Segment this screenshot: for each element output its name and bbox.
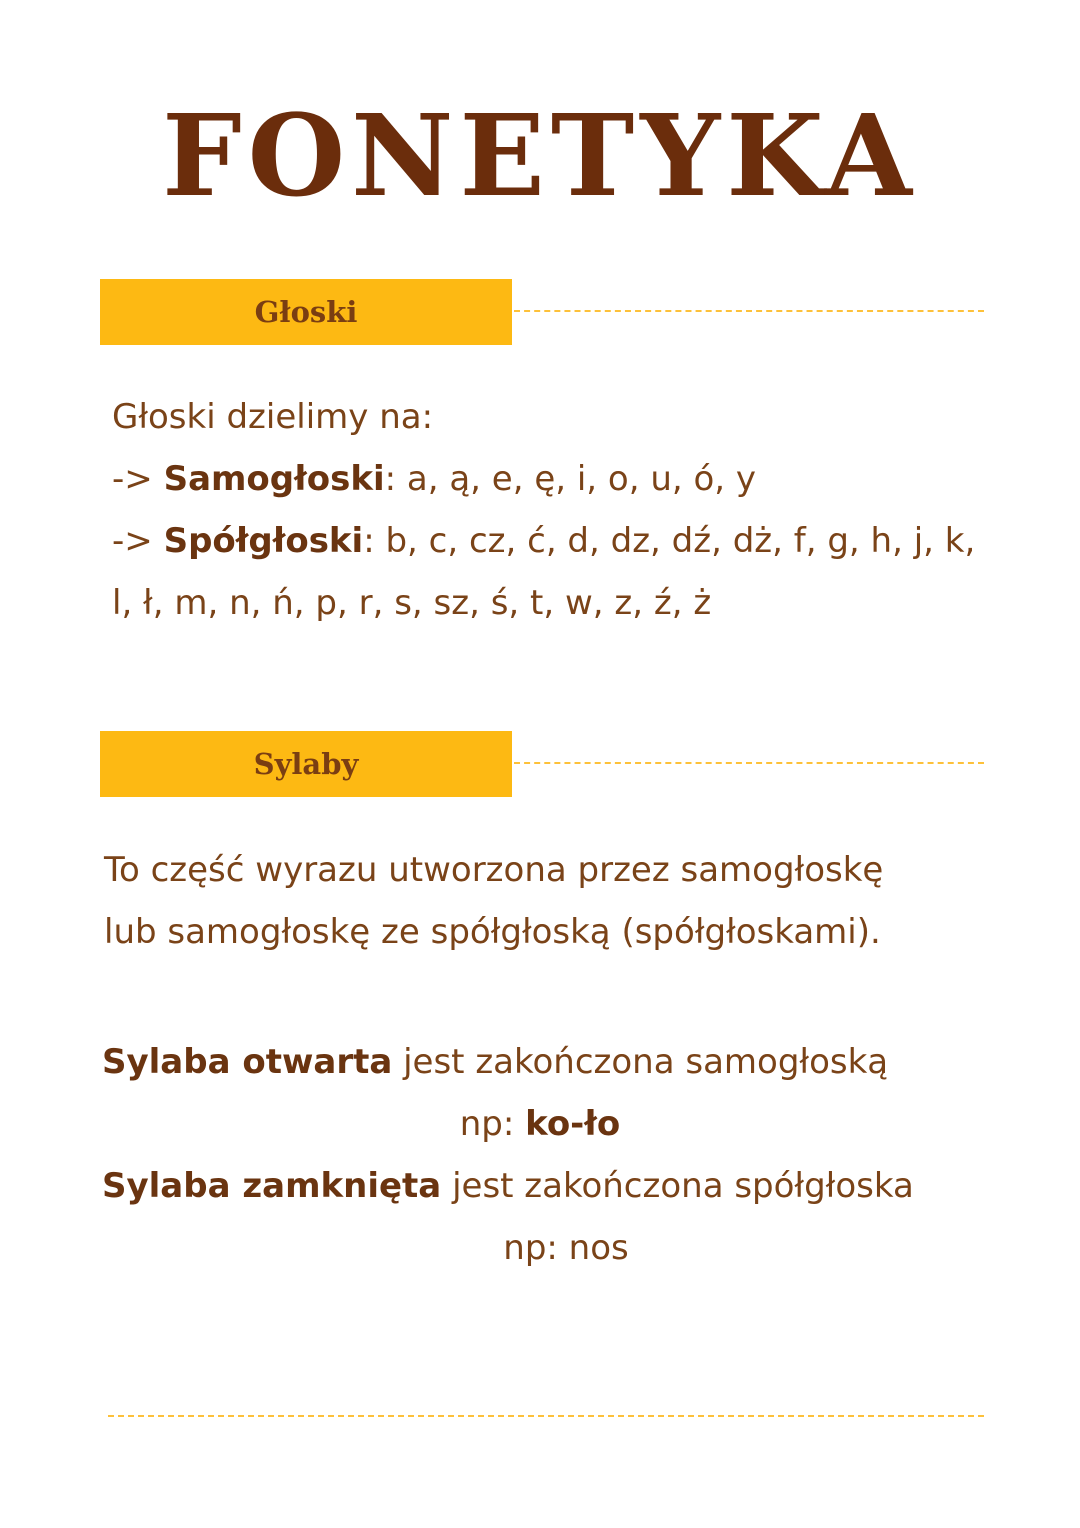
closed-syllable-label: Sylaba zamknięta [102, 1166, 442, 1206]
page-title: FONETYKA [162, 91, 918, 222]
bottom-divider [108, 1415, 984, 1417]
closed-syllable-example: np: nos [503, 1228, 629, 1268]
open-syllable-label: Sylaba otwarta [102, 1042, 393, 1082]
closed-syllable-text: jest zakończona spółgłoska [441, 1166, 914, 1206]
section-divider [514, 762, 984, 764]
definition-line-1: To część wyrazu utworzona przez samogłoskę [104, 850, 884, 890]
definition-line-2: lub samogłoskę ze spółgłoską (spółgłoskami). [104, 912, 881, 952]
section-title-sylaby: Sylaby [100, 731, 512, 797]
arrow-glyph: -> [112, 521, 153, 561]
section-divider [514, 310, 984, 312]
example-prefix: np: [459, 1104, 526, 1144]
open-example-word: ko-ło [525, 1104, 621, 1144]
section-header-sylaby [100, 731, 984, 797]
consonants-list-continued: l, ł, m, n, ń, p, r, s, sz, ś, t, w, z, ź, ż [112, 583, 712, 623]
vowels-label: Samogłoski [163, 459, 385, 499]
open-syllable-text: jest zakończona samogłoską [392, 1042, 889, 1082]
section-title-gloski: Głoski [100, 279, 512, 345]
open-syllable-example [0, 1093, 1080, 1155]
consonants-line [112, 510, 975, 572]
vowels-list: : a, ą, e, ę, i, o, u, ó, y [384, 459, 757, 499]
arrow-glyph: -> [112, 459, 153, 499]
section-header-gloski [100, 279, 984, 345]
closed-syllable-line [102, 1155, 914, 1217]
open-syllable-line [102, 1031, 888, 1093]
vowels-line [112, 448, 756, 510]
intro-text: Głoski dzielimy na: [112, 397, 434, 437]
consonants-label: Spółgłoski [163, 521, 364, 561]
consonants-list: : b, c, cz, ć, d, dz, dź, dż, f, g, h, j, k, [363, 521, 976, 561]
